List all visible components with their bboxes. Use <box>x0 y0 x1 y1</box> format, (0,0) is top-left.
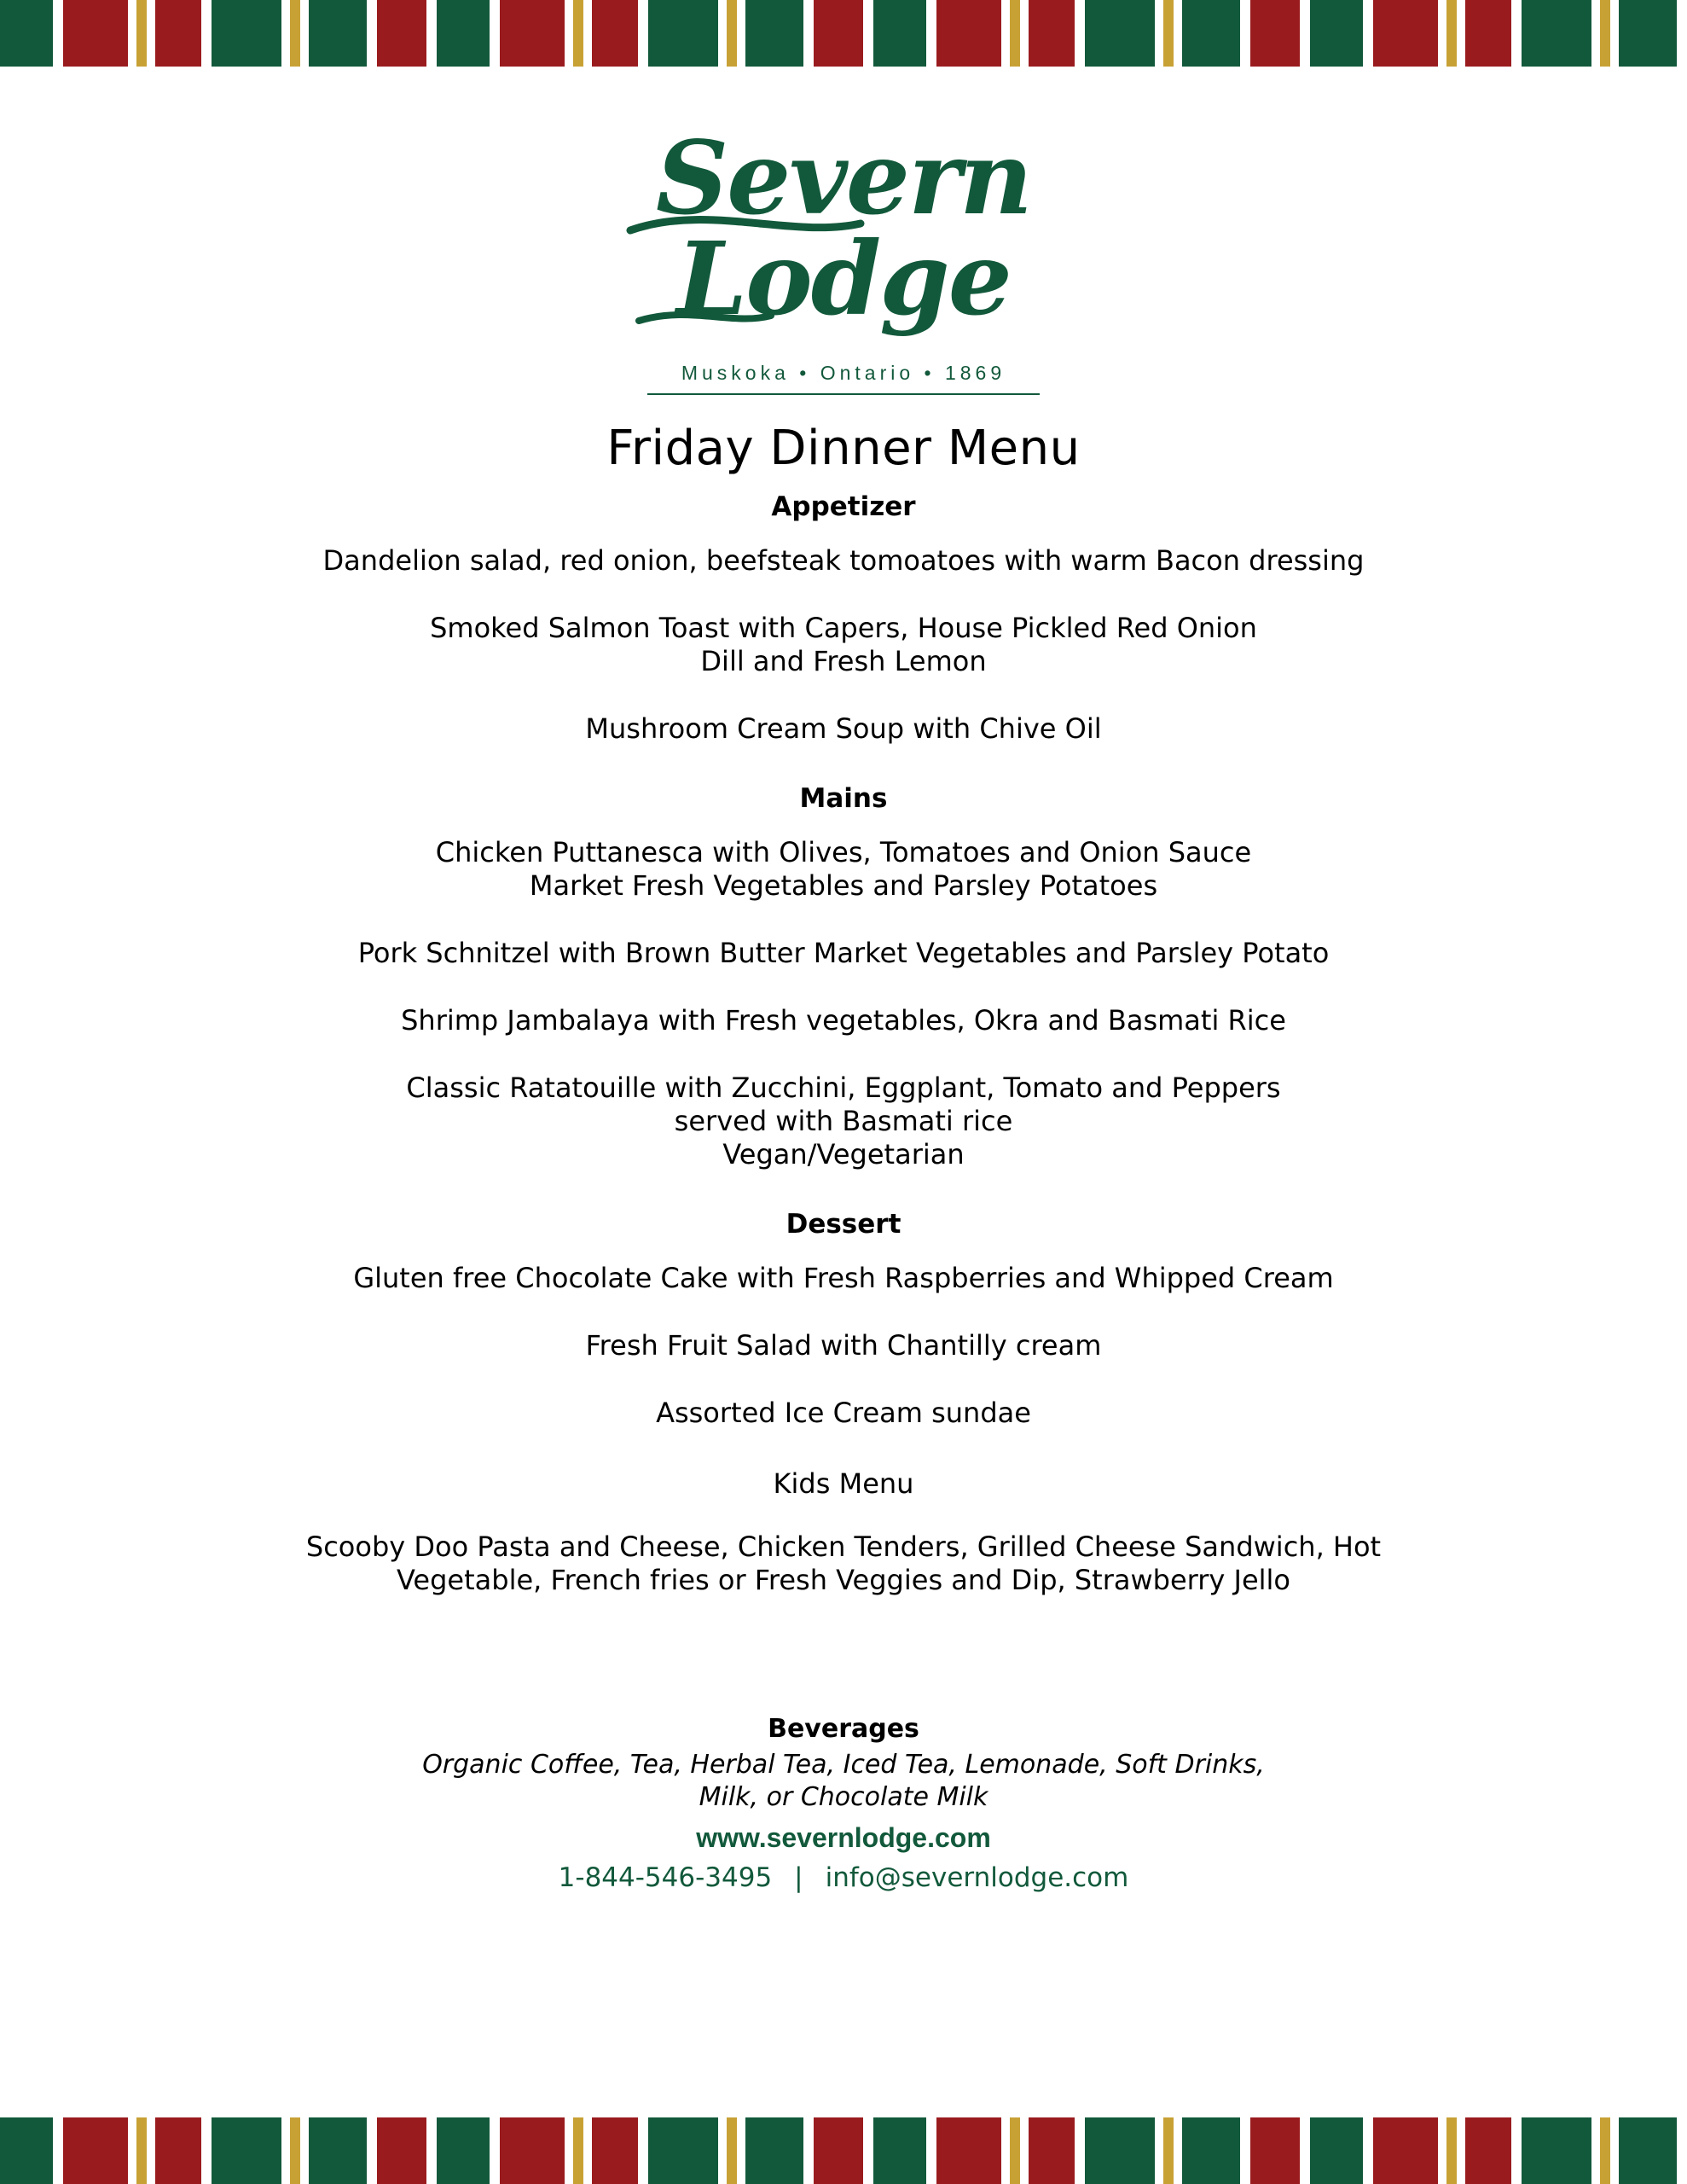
svg-text:Severn: Severn <box>656 119 1031 237</box>
phone-number[interactable]: 1-844-546-3495 <box>558 1862 773 1894</box>
menu-item-line: Market Fresh Vegetables and Parsley Potatoes <box>529 869 1158 903</box>
menu-item-line: Gluten free Chocolate Cake with Fresh Raspberries and Whipped Cream <box>353 1262 1334 1295</box>
tartan-pattern <box>0 0 1687 67</box>
menu-item <box>205 544 1482 578</box>
tartan-border-bottom <box>0 2117 1687 2184</box>
section-heading: Dessert <box>786 1209 901 1240</box>
menu-item-line: Shrimp Jambalaya with Fresh vegetables, Okra and Basmati Rice <box>401 1004 1286 1037</box>
beverages-heading: Beverages <box>768 1713 919 1744</box>
menu-item-line: Mushroom Cream Soup with Chive Oil <box>585 712 1102 746</box>
menu-item <box>205 1262 1482 1295</box>
section-heading: Kids Menu <box>773 1467 914 1501</box>
menu-item <box>205 836 1482 903</box>
menu-item-line: Classic Ratatouille with Zucchini, Eggplant, Tomato and Peppers <box>406 1072 1281 1105</box>
logo-tagline: Muskoka • Ontario • 1869 <box>681 362 1006 384</box>
svg-text:Lodge: Lodge <box>676 219 1011 338</box>
menu-page <box>0 67 1687 1970</box>
menu-item-line: Pork Schnitzel with Brown Butter Market Vegetables and Parsley Potato <box>357 937 1330 970</box>
menu-item <box>205 937 1482 970</box>
section-heading: Appetizer <box>771 491 916 522</box>
section-heading: Mains <box>799 783 888 815</box>
section-kids-menu <box>205 1467 1482 1597</box>
section-mains <box>205 783 1482 1171</box>
section-appetizer <box>205 491 1482 746</box>
menu-item <box>205 1329 1482 1362</box>
email-link[interactable]: info@severnlodge.com <box>825 1862 1129 1894</box>
menu-item <box>205 1397 1482 1430</box>
menu-item-line: Dill and Fresh Lemon <box>700 645 987 678</box>
menu-item-line: Chicken Puttanesca with Olives, Tomatoes and Onion Sauce <box>435 836 1252 869</box>
menu-item-line: served with Basmati rice <box>674 1105 1013 1138</box>
menu-item <box>205 1531 1482 1597</box>
tartan-pattern <box>0 2117 1687 2184</box>
page-title: Friday Dinner Menu <box>606 421 1081 476</box>
logo-rule <box>647 393 1040 395</box>
menu-item <box>205 612 1482 678</box>
spacer <box>205 1598 1482 1692</box>
tartan-border-top <box>0 0 1687 67</box>
logo <box>205 67 1482 395</box>
section-dessert <box>205 1209 1482 1430</box>
contact-row <box>205 1862 1482 1893</box>
menu-item-line: Dandelion salad, red onion, beefsteak tomoatoes with warm Bacon dressing <box>322 544 1365 577</box>
website-link[interactable]: www.severnlodge.com <box>696 1822 991 1854</box>
menu-item-line: Vegan/Vegetarian <box>722 1138 965 1171</box>
menu-item-line: Fresh Fruit Salad with Chantilly cream <box>585 1329 1102 1362</box>
beverages-line: Organic Coffee, Tea, Herbal Tea, Iced Tea, Lemonade, Soft Drinks, <box>422 1749 1265 1780</box>
menu-item <box>205 712 1482 746</box>
menu-item-line: Smoked Salmon Toast with Capers, House Pickled Red Onion <box>430 612 1257 645</box>
severn-lodge-logo-icon <box>579 102 1108 358</box>
menu-item-line: Assorted Ice Cream sundae <box>656 1397 1031 1430</box>
menu-item <box>205 1004 1482 1037</box>
menu-item-line: Vegetable, French fries or Fresh Veggies and Dip, Strawberry Jello <box>397 1564 1290 1597</box>
menu-item-line: Scooby Doo Pasta and Cheese, Chicken Tenders, Grilled Cheese Sandwich, Hot <box>305 1531 1382 1564</box>
beverages-line: Milk, or Chocolate Milk <box>699 1781 988 1812</box>
menu-item <box>205 1072 1482 1171</box>
contact-separator: | <box>794 1862 803 1894</box>
footer <box>205 1714 1482 1971</box>
